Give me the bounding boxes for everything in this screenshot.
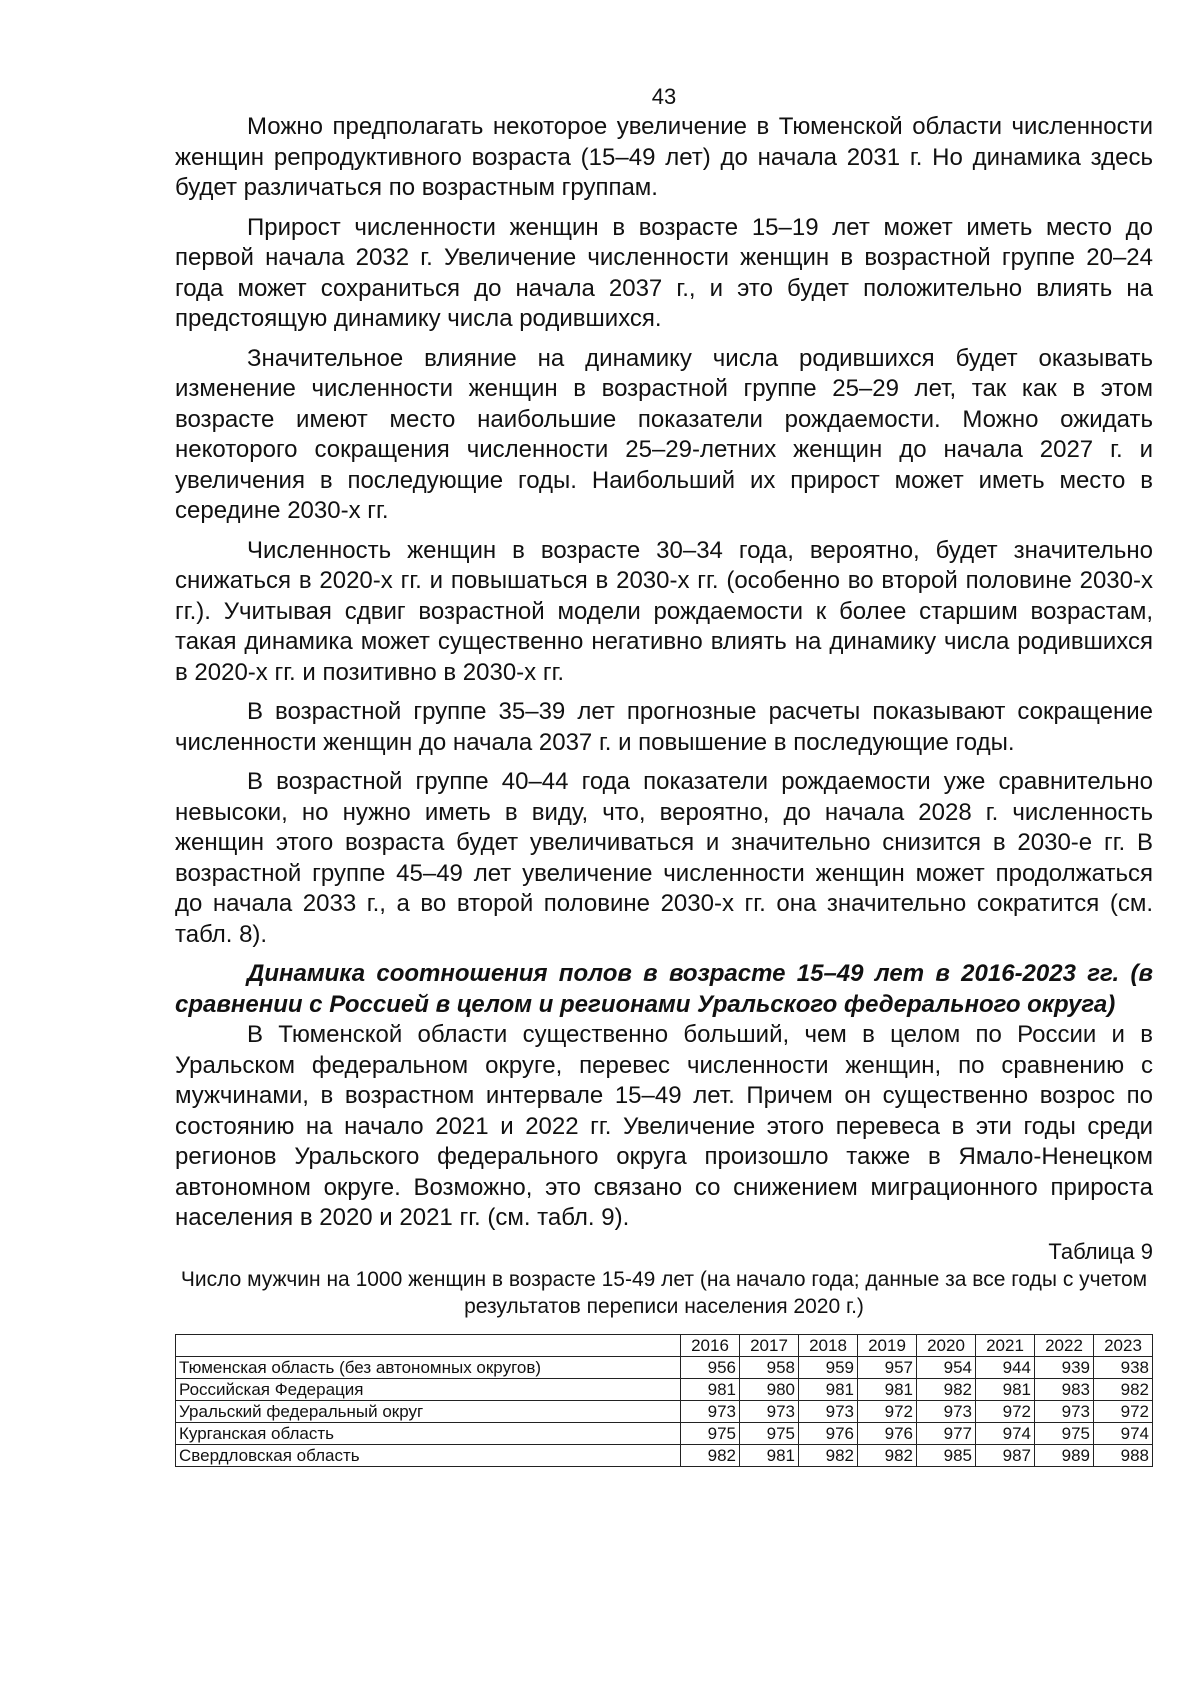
value-cell: 944 (976, 1356, 1035, 1378)
value-cell: 989 (1035, 1444, 1094, 1466)
sex-ratio-table (175, 1334, 1153, 1467)
value-cell: 983 (1035, 1378, 1094, 1400)
table-caption: Число мужчин на 1000 женщин в возрасте 15-49 лет (на начало года; данные за все годы с учетом результатов переписи населения 2020 г.) (180, 1267, 1148, 1318)
value-cell: 981 (858, 1378, 917, 1400)
year-header: 2018 (799, 1334, 858, 1356)
value-cell: 975 (1035, 1422, 1094, 1444)
paragraph-5: В возрастной группе 35–39 лет прогнозные расчеты показывают сокращение численности женщин до начала 2037 г. и повышение в последующие годы. (175, 698, 1153, 756)
value-cell: 959 (799, 1356, 858, 1378)
value-cell: 981 (681, 1378, 740, 1400)
value-cell: 982 (1094, 1378, 1153, 1400)
page-number: 43 (651, 84, 677, 109)
value-cell: 973 (681, 1400, 740, 1422)
value-cell: 973 (740, 1400, 799, 1422)
value-cell: 956 (681, 1356, 740, 1378)
section-paragraph: В Тюменской области существенно больший, чем в целом по России и в Уральском федеральном округе, перевес численности женщин, по сравнению с мужчинами, в возрастном интервале 15–49 лет. Причем он существенно возрос по состоянию на начало 2021 и 2022 гг. Увеличение этого перевеса в эти годы среди регионов Уральского федерального округа произошло также в Ямало-Ненецком автономном округе. Возможно, это связано со снижением миграционного прироста населения в 2020 и 2021 гг. (см. табл. 9). (175, 1021, 1153, 1231)
section-heading: Динамика соотношения полов в возрасте 15–49 лет в 2016-2023 гг. (в сравнении с Россией в целом и регионами Уральского федерального округа) (175, 960, 1153, 1018)
value-cell: 977 (917, 1422, 976, 1444)
value-cell: 938 (1094, 1356, 1153, 1378)
region-cell: Курганская область (176, 1422, 681, 1444)
value-cell: 985 (917, 1444, 976, 1466)
table-row (176, 1378, 1153, 1400)
value-cell: 981 (799, 1378, 858, 1400)
value-cell: 974 (1094, 1422, 1153, 1444)
value-cell: 939 (1035, 1356, 1094, 1378)
year-header: 2020 (917, 1334, 976, 1356)
document-page (175, 82, 1153, 1467)
value-cell: 987 (976, 1444, 1035, 1466)
value-cell: 981 (976, 1378, 1035, 1400)
year-header: 2016 (681, 1334, 740, 1356)
value-cell: 988 (1094, 1444, 1153, 1466)
value-cell: 982 (917, 1378, 976, 1400)
value-cell: 972 (976, 1400, 1035, 1422)
year-header: 2022 (1035, 1334, 1094, 1356)
value-cell: 972 (1094, 1400, 1153, 1422)
value-cell: 973 (917, 1400, 976, 1422)
table-row (176, 1356, 1153, 1378)
value-cell: 976 (799, 1422, 858, 1444)
table-corner-cell (176, 1334, 681, 1356)
region-cell: Тюменская область (без автономных округов) (176, 1356, 681, 1378)
paragraph-1: Можно предполагать некоторое увеличение в Тюменской области численности женщин репродуктивного возраста (15–49 лет) до начала 2031 г. Но динамика здесь будет различаться по возрастным группам. (175, 113, 1153, 201)
value-cell: 975 (740, 1422, 799, 1444)
year-header: 2021 (976, 1334, 1035, 1356)
table-label: Таблица 9 (1048, 1238, 1153, 1264)
year-header: 2023 (1094, 1334, 1153, 1356)
paragraph-2: Прирост численности женщин в возрасте 15–19 лет может иметь место до первой начала 2032 г. Увеличение численности женщин в возрастной группе 20–24 года может сохраниться до начала 2037 г., и это будет положительно влиять на предстоящую динамику числа родившихся. (175, 213, 1153, 332)
value-cell: 973 (1035, 1400, 1094, 1422)
table-row (176, 1400, 1153, 1422)
value-cell: 975 (681, 1422, 740, 1444)
value-cell: 980 (740, 1378, 799, 1400)
paragraph-3: Значительное влияние на динамику числа родившихся будет оказывать изменение численности женщин в возрастной группе 25–29 лет, так как в этом возрасте имеют место наибольшие показатели рождаемости. Можно ожидать некоторого сокращения численности 25–29-летних женщин до начала 2027 г. и увеличения в последующие годы. Наибольший их прирост может иметь место в середине 2030-х гг. (175, 344, 1153, 524)
value-cell: 973 (799, 1400, 858, 1422)
table-row (176, 1422, 1153, 1444)
value-cell: 982 (858, 1444, 917, 1466)
value-cell: 958 (740, 1356, 799, 1378)
value-cell: 974 (976, 1422, 1035, 1444)
value-cell: 981 (740, 1444, 799, 1466)
region-cell: Российская Федерация (176, 1378, 681, 1400)
region-cell: Свердловская область (176, 1444, 681, 1466)
paragraph-4: Численность женщин в возрасте 30–34 года, вероятно, будет значительно снижаться в 2020-х гг. и повышаться в 2030-х гг. (особенно во второй половине 2030-х гг.). Учитывая сдвиг возрастной модели рождаемости к более старшим возрастам, такая динамика может существенно негативно влиять на динамику числа родившихся в 2020-х гг. и позитивно в 2030-х гг. (175, 536, 1153, 686)
value-cell: 982 (681, 1444, 740, 1466)
region-cell: Уральский федеральный округ (176, 1400, 681, 1422)
value-cell: 976 (858, 1422, 917, 1444)
value-cell: 957 (858, 1356, 917, 1378)
year-header: 2017 (740, 1334, 799, 1356)
table-header-row (176, 1334, 1153, 1356)
value-cell: 972 (858, 1400, 917, 1422)
table-row (176, 1444, 1153, 1466)
value-cell: 954 (917, 1356, 976, 1378)
value-cell: 982 (799, 1444, 858, 1466)
year-header: 2019 (858, 1334, 917, 1356)
paragraph-6: В возрастной группе 40–44 года показатели рождаемости уже сравнительно невысоки, но нужно иметь в виду, что, вероятно, до начала 2028 г. численность женщин этого возраста будет увеличиваться и значительно снизится в 2030-е гг. В возрастной группе 45–49 лет увеличение численности женщин может продолжаться до начала 2033 г., а во второй половине 2030-х гг. она значительно сократится (см. табл. 8). (175, 768, 1153, 948)
